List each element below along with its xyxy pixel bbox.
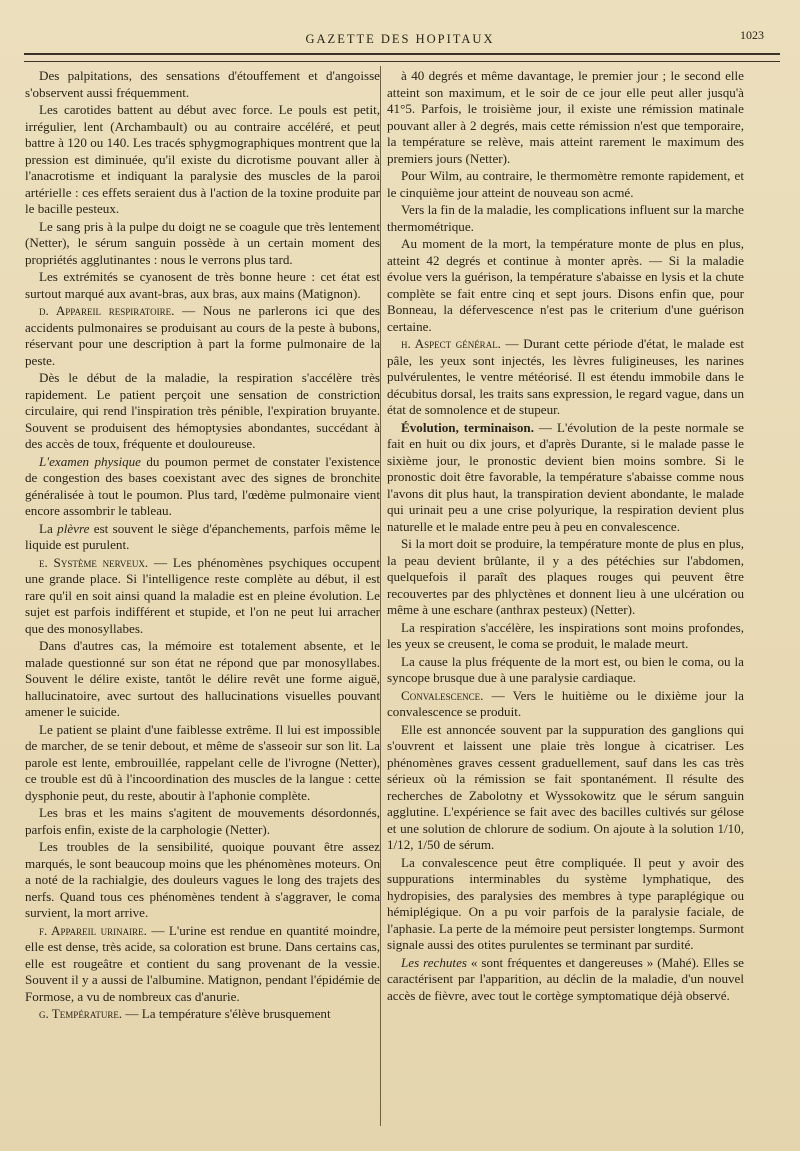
paragraph <box>387 202 744 235</box>
paragraph-text: — Vers le huitième ou le dixième jour la convalescence se produit. <box>387 687 744 719</box>
paragraph-text: — Durant cette période d'état, le malade est pâle, les yeux sont injectés, les lèvres fuligineuses, les narines pulvérulentes, le ventre météorisé. Il est étendu immobile dans le décubitus dorsal, les traits sans expression, le regard vague, dans un état de somnolence et de stupeur. <box>387 336 744 417</box>
italic-term: plèvre <box>57 520 90 536</box>
paragraph <box>387 855 744 954</box>
paragraph <box>25 923 380 1006</box>
paragraph <box>25 521 380 554</box>
right-column <box>387 68 744 1005</box>
paragraph <box>25 454 380 520</box>
page-number: 1023 <box>740 28 764 42</box>
section-heading: Convalescence. <box>401 687 484 703</box>
paragraph-text: Les carotides battent au début avec force. Le pouls est petit, irrégulier, lent (Archambault) ou au contraire accéléré, et peut battre à 120 ou 140. Les tracés sphygmographiques montrent que la pression est diminuée, qu'il existe du dicrotisme pouvant aller à l'anacrotisme et indiquant la paralysie des muscles de la paroi artérielle : ces effets seraient dus à l'action de la toxine produite par le bacille pesteux. <box>25 102 380 216</box>
paragraph <box>25 370 380 453</box>
paragraph <box>25 805 380 838</box>
journal-title: GAZETTE DES HOPITAUX <box>305 32 495 46</box>
paragraph-text: Dès le début de la maladie, la respiration s'accélère très rapidement. Le patient perçoit une sensation de constriction circulaire, qui rend l'inspiration très pénible, l'expiration bruyante. Souvent se produisent des hémoptysies abondantes, succédant à des accès de toux, fréquente et douloureuse. <box>25 370 380 451</box>
paragraph <box>25 269 380 302</box>
paragraph <box>25 1006 380 1023</box>
paragraph-text: Si la mort doit se produire, la température monte de plus en plus, la peau devient brûlante, il y a des pétéchies sur l'abdomen, quelquefois il paraît des plaques rouges qui peuvent être recouvertes par des phlyctènes et donnent lieu à une ulcération ou même à une eschare (anthrax pesteux) (Netter). <box>387 536 744 617</box>
section-heading: Évolution, terminaison. <box>401 419 534 435</box>
paragraph <box>387 536 744 619</box>
paragraph-text: Au moment de la mort, la température monte de plus en plus, atteint 42 degrés et continue à monter après. — Si la maladie évolue vers la guérison, la température s'abaisse en lysis et la chute complète se fait entre cinq et sept jours. Disons enfin que, pour Bonneau, la défervescence n'est pas le criterium d'une guérison certaine. <box>387 236 744 334</box>
paragraph <box>25 722 380 805</box>
column-divider <box>380 66 381 1126</box>
section-heading: h. Aspect général. <box>401 336 501 351</box>
paragraph-text: Pour Wilm, au contraire, le thermomètre remonte rapidement, et le cinquième jour atteint de nouveau son acmé. <box>387 168 744 200</box>
section-heading: d. Appareil respiratoire. <box>39 303 175 318</box>
paragraph <box>25 303 380 369</box>
paragraph <box>25 102 380 218</box>
section-heading: f. Appareil urinaire. <box>39 922 147 938</box>
left-column <box>25 68 380 1024</box>
paragraph <box>387 955 744 1005</box>
paragraph-text: Les troubles de la sensibilité, quoique pouvant être assez marqués, le sont beaucoup moins que les phénomènes moteurs. On a noté de la rachialgie, des douleurs vagues le long des trajets des nerfs. Quand tous ces phénomènes tendent à s'aggraver, le coma survient, la mort arrive. <box>25 839 380 920</box>
paragraph-text: Vers la fin de la maladie, les complications influent sur la marche thermométrique. <box>387 202 744 234</box>
paragraph <box>25 219 380 269</box>
paragraph <box>387 688 744 721</box>
header-rule <box>24 53 780 62</box>
section-heading: g. Température. <box>39 1006 123 1021</box>
paragraph-text: du poumon permet de constater l'existence de congestion des bases coexistant avec des signes de bronchite généralisée à tout le poumon. Plus tard, l'œdème pulmonaire vient encore assombrir le tableau. <box>25 453 380 518</box>
paragraph-text: — Les phénomènes psychiques occupent une grande place. Si l'intelligence reste complète au début, il est rare qu'il en soit ainsi quand la maladie est en pleine évolution. Le sujet est parfois indifférent et stupide, et l'on ne peut lui arracher que des monosyllabes. <box>25 554 380 636</box>
paragraph-text: La respiration s'accélère, les inspirations sont moins profondes, les yeux se creusent, le coma se produit, le malade meurt. <box>387 619 744 651</box>
paragraph-text: Des palpitations, des sensations d'étouffement et d'angoisse s'observent aussi fréquemment. <box>25 68 380 100</box>
paragraph <box>387 722 744 854</box>
paragraph-text: Dans d'autres cas, la mémoire est totalement absente, et le malade questionné sur son état ne répond que par monosyllabes. Souvent le délire existe, tantôt le délire revêt une forme aiguë, hallucinatoire, avec surtout des hallucinations visuelles pouvant amener le suicide. <box>25 638 380 719</box>
paragraph-text: La convalescence peut être compliquée. Il peut y avoir des suppurations interminables du système lymphatique, des hydropisies, des paralysies des membres à type paraplégique ou hémiplégique. On a pu voir parfois de la paralysie faciale, de l'aphasie. La perte de la mémoire peut persister longtemps. Surmont signale aussi des otites purulentes se terminant par surdité. <box>387 854 744 952</box>
paragraph <box>387 236 744 335</box>
paragraph-text: à 40 degrés et même davantage, le premier jour ; le second elle atteint son maximum, et le soir de ce jour elle peut aller jusqu'à 41°5. Parfois, le troisième jour, il existe une rémission matinale pouvant aller à 2 degrés, mais cette rémission n'est que temporaire, la température se relève, mais atteint rarement le maximum des premiers jours (Netter). <box>387 68 744 166</box>
paragraph <box>25 839 380 922</box>
paragraph-text: Le sang pris à la pulpe du doigt ne se coagule que très lentement (Netter), le sérum sanguin possède à un certain moment des propriétés agglutinantes : nous le verrons plus tard. <box>25 218 380 267</box>
paragraph <box>25 555 380 638</box>
paragraph-text: — L'évolution de la peste normale se fait en huit ou dix jours, et d'après Durante, si le malade passe le sixième jour, le pronostic devient bien moins sombre. Si le pronostic doit être favorable, la température s'abaisse comme nous l'avons dit plus haut, la transpiration devient abondante, le malade qui urinait peu a une crise polyurique, la respiration devient plus naturelle et le malade entre peu à peu en convalescence. <box>387 419 744 534</box>
paragraph <box>387 336 744 419</box>
paragraph <box>387 168 744 201</box>
paragraph-text: — L'urine est rendue en quantité moindre, elle est dense, très acide, sa coloration est brune. Dans certains cas, elle est rougeâtre et contient du sang provenant de la vessie. Souvent il y a aussi de l'albumine. Matignon, pendant l'épidémie de Formose, a vu de nombreux cas d'anurie. <box>25 922 380 1004</box>
paragraph-text: — Nous ne parlerons ici que des accidents pulmonaires se produisant au cours de la peste à bubons, réservant pour une description à part la forme pulmonaire de la peste. <box>25 303 380 368</box>
paragraph-text: est souvent le siège d'épanchements, parfois même le liquide est purulent. <box>25 520 380 552</box>
paragraph-text: — La température s'élève brusquement <box>122 1006 331 1021</box>
paragraph <box>25 68 380 101</box>
paragraph <box>25 638 380 721</box>
paragraph-text: Les extrémités se cyanosent de très bonne heure : cet état est surtout marqué aux avant-bras, aux bras, aux mains (Matignon). <box>25 269 380 301</box>
paragraph-text: Les bras et les mains s'agitent de mouvements désordonnés, parfois enfin, existe de la carphologie (Netter). <box>25 805 380 837</box>
page-header <box>24 26 776 48</box>
paragraph <box>387 68 744 167</box>
paragraph-text: Elle est annoncée souvent par la suppuration des ganglions qui s'ouvrent et laissent une plaie très longue à cicatriser. Les phénomènes graves cessent graduellement, sauf dans les cas très sérieux où la rémission se fait spontanément. Il résulte des recherches de Zabolotny et Wyssokowitz que le sérum sanguin agglutine. L'expérience se fait avec des bacilles cultivés sur gélose et une solution de chlorure de sodium. On ajoute à la solution 1/10, 1/12, 1/50 de sérum. <box>387 721 744 852</box>
section-heading: e. Système nerveux. <box>39 554 149 570</box>
paragraph-text: « sont fréquentes et dangereuses » (Mahé). Elles se caractérisent par l'apparition, au déclin de la maladie, d'un nouvel accès de fièvre, avec tout le cortège symptomatique déjà observé. <box>387 954 744 1003</box>
italic-term: L'examen physique <box>39 453 141 469</box>
paragraph-text: Le patient se plaint d'une faiblesse extrême. Il lui est impossible de marcher, de se tenir debout, et même de s'asseoir sur son lit. La parole est lente, embrouillée, rappelant celle de l'ivrogne (Netter), ce trouble est dû à l'incoordination des muscles de la langue : cette dysphonie peut, du reste, aboutir à l'aphonie complète. <box>25 721 380 803</box>
paragraph-lead-text: La <box>39 520 58 536</box>
italic-term: Les rechutes <box>401 954 467 970</box>
paragraph <box>387 420 744 536</box>
paragraph-text: La cause la plus fréquente de la mort est, ou bien le coma, ou la syncope brusque due à une paralysie cardiaque. <box>387 653 744 685</box>
paragraph <box>387 654 744 687</box>
paragraph <box>387 620 744 653</box>
